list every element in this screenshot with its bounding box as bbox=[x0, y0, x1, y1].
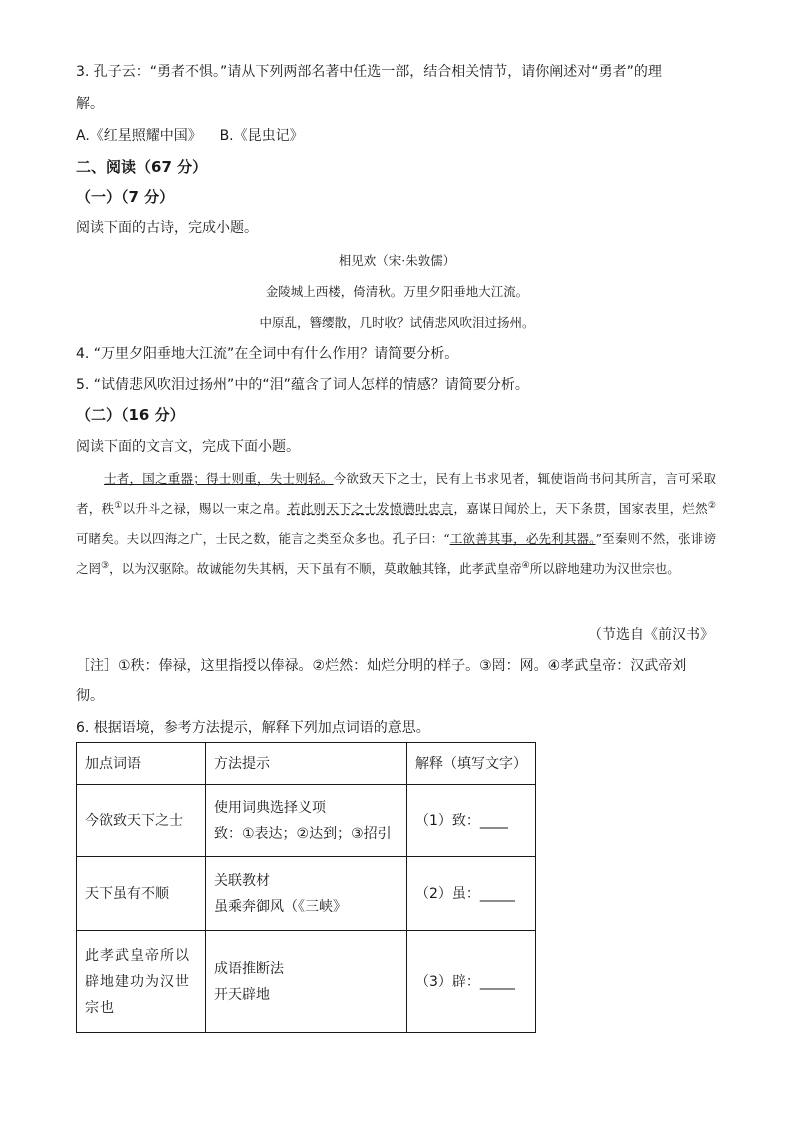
hint-method: 使用词典选择义项 bbox=[214, 799, 326, 816]
answer-blank[interactable]: （3）辟：_____ bbox=[407, 931, 536, 1033]
hint-detail: 致：①表达；②达到；③招引 bbox=[214, 825, 392, 842]
vocabulary-table bbox=[76, 742, 536, 1033]
section-2-title: 二、阅读（67 分） bbox=[76, 158, 208, 176]
classical-passage bbox=[76, 464, 716, 584]
table-cell-hint bbox=[206, 785, 407, 857]
question-6: 6. 根据语境，参考方法提示，解释下列加点词语的意思。 bbox=[76, 720, 430, 736]
table-header: 加点词语 bbox=[77, 743, 206, 785]
passage-text-5: ”至秦则不然，张诽谤之罔 bbox=[76, 531, 716, 576]
hint-method: 成语推断法 bbox=[214, 960, 284, 977]
answer-blank[interactable]: （1）致：____ bbox=[407, 785, 536, 857]
question-4: 4. “万里夕阳垂地大江流”在全词中有什么作用？请简要分析。 bbox=[76, 346, 459, 362]
hint-detail: 开天辟地 bbox=[214, 986, 270, 1003]
passage-underline-1: 士者，国之重器；得士则重，失士则轻。 bbox=[104, 471, 334, 486]
passage-underline-3: 工欲善其事，必先利其器。 bbox=[449, 531, 596, 546]
passage-text-4: 可睹矣。夫以四海之广，士民之数，能言之类至众多也。孔子曰：“ bbox=[76, 531, 450, 546]
poem-title: 相见欢（宋·朱敦儒） bbox=[338, 253, 456, 268]
passage-text-7: 所以辟地建功为汉世宗也。 bbox=[529, 561, 680, 576]
note-mark-3: ③ bbox=[101, 560, 110, 571]
passage-text-2: 以升斗之禄，赐以一束之帛。 bbox=[122, 501, 288, 516]
part-2-instruction: 阅读下面的文言文，完成下面小题。 bbox=[76, 439, 300, 455]
passage-source: （节选自《前汉书》 bbox=[588, 627, 714, 643]
annotation-line1: ［注］①秩：俸禄，这里指授以俸禄。②烂然：灿烂分明的样子。③罔：网。④孝武皇帝：汉武帝刘 bbox=[76, 658, 687, 674]
table-header: 解释（填写文字） bbox=[407, 743, 536, 785]
question-3-line2: 解。 bbox=[76, 96, 104, 112]
part-1-title: （一）（7 分） bbox=[76, 188, 175, 206]
table-cell-word: 此孝武皇帝所以辟地建功为汉世宗也 bbox=[77, 931, 206, 1033]
table-cell-hint bbox=[206, 857, 407, 931]
note-mark-2: ② bbox=[707, 500, 716, 511]
passage-underline-2: 若此则天下之士发愤懑吐忠言 bbox=[287, 501, 454, 516]
poem-line-1: 金陵城上西楼，倚清秋。万里夕阳垂地大江流。 bbox=[265, 284, 529, 299]
question-3-options: A.《红星照耀中国》 B.《昆虫记》 bbox=[76, 128, 304, 144]
table-cell-hint bbox=[206, 931, 407, 1033]
table-cell-word: 天下虽有不顺 bbox=[77, 857, 206, 931]
note-mark-4: ④ bbox=[521, 560, 530, 571]
table-header: 方法提示 bbox=[206, 743, 407, 785]
hint-method: 关联教材 bbox=[214, 872, 270, 889]
answer-blank[interactable]: （2）虽：_____ bbox=[407, 857, 536, 931]
question-3-line1: 3. 孔子云：“勇者不惧。”请从下列两部名著中任选一部，结合相关情节，请你阐述对“勇者”的理 bbox=[76, 64, 662, 80]
table-row bbox=[77, 931, 536, 1033]
table-header-row bbox=[77, 743, 536, 785]
table-row bbox=[77, 857, 536, 931]
passage-text-6: ，以为汉驱除。故诚能勿失其柄，天下虽有不顺，莫敢触其锋，此孝武皇帝 bbox=[109, 561, 522, 576]
passage-text-1: 今欲致天下之士，民有上书求见者，辄使诣尚书问其所言，言可采取者，秩 bbox=[76, 471, 716, 516]
poem-line-2: 中原乱，簪缨散，几时收？试倩悲风吹泪过扬州。 bbox=[259, 315, 535, 330]
annotation-line2: 彻。 bbox=[76, 688, 104, 704]
passage-text-3: ，嘉谋日闻於上，天下条贯，国家表里，烂然 bbox=[453, 501, 708, 516]
hint-detail: 虽乘奔御风（《三峡》 bbox=[214, 898, 347, 915]
question-5: 5. “试倩悲风吹泪过扬州”中的“泪”蕴含了词人怎样的情感？请简要分析。 bbox=[76, 377, 529, 393]
part-1-instruction: 阅读下面的古诗，完成小题。 bbox=[76, 220, 258, 236]
table-row bbox=[77, 785, 536, 857]
note-mark-1: ① bbox=[114, 500, 123, 511]
table-cell-word: 今欲致天下之士 bbox=[77, 785, 206, 857]
part-2-title: （二）（16 分） bbox=[76, 406, 185, 424]
